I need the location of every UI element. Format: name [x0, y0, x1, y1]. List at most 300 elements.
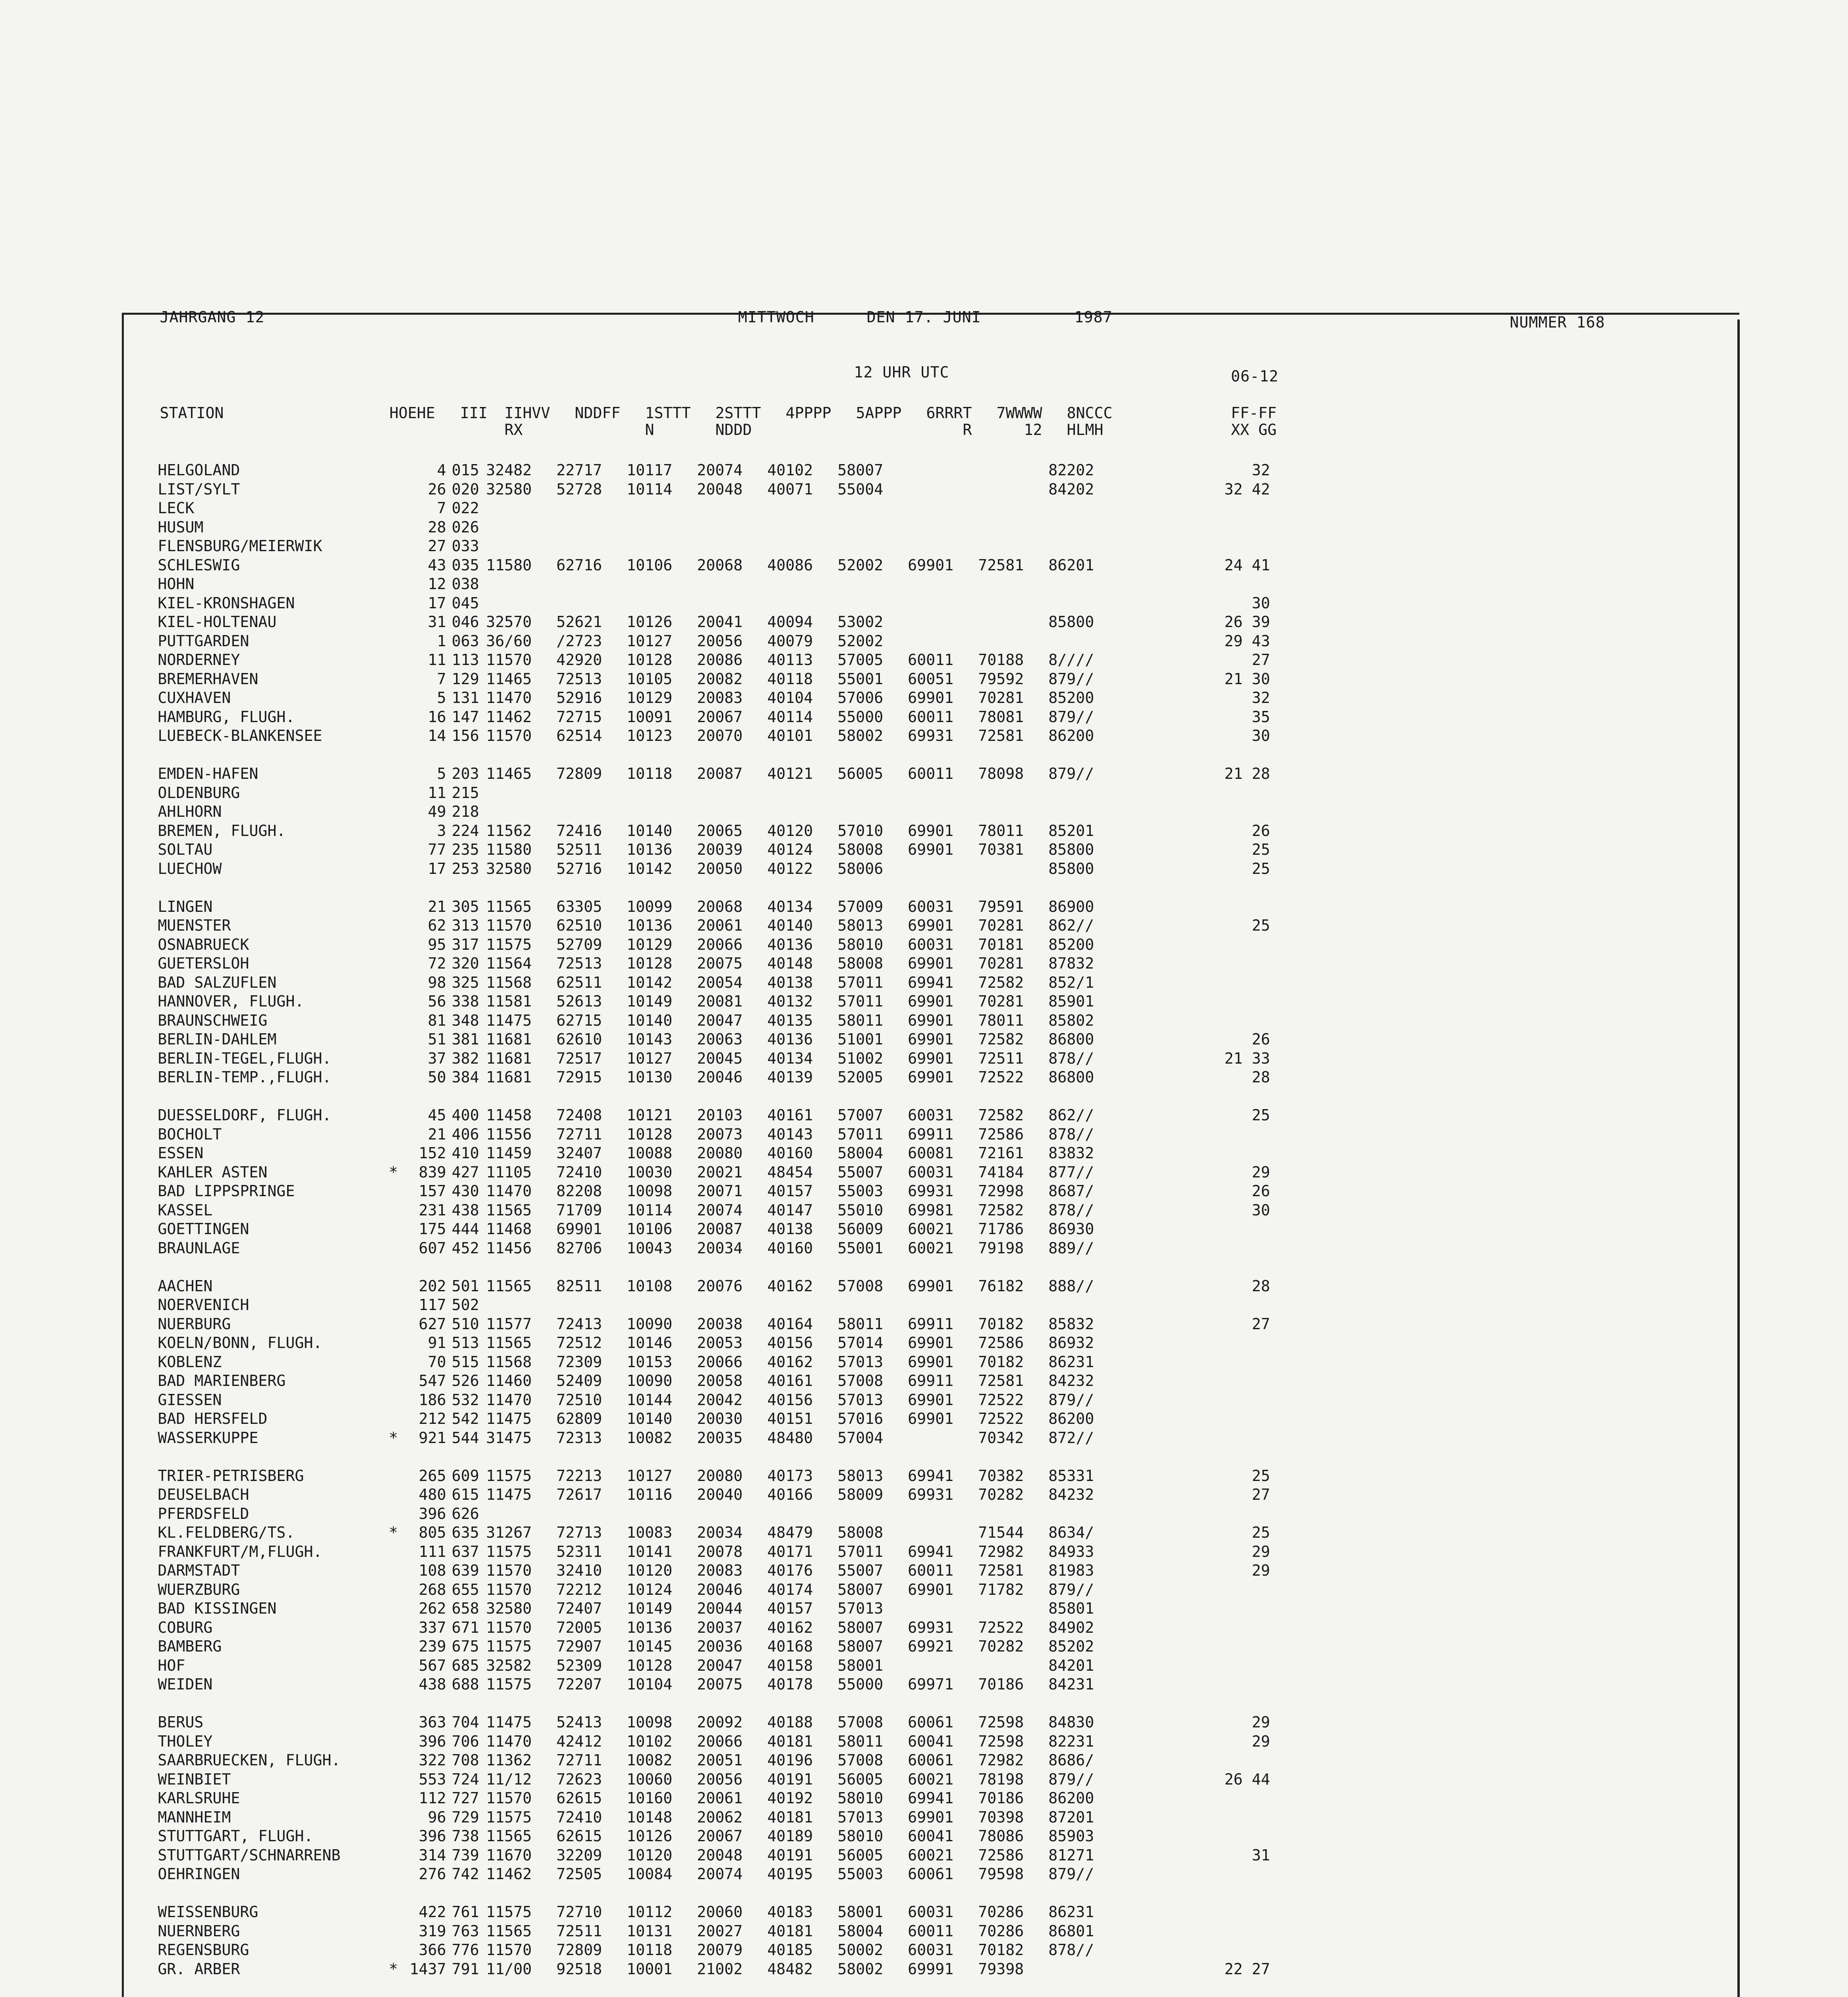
- group-7wwww: [978, 518, 1048, 537]
- group-5appp: 58010: [838, 1789, 883, 1807]
- group-5appp: 58004: [838, 1144, 883, 1162]
- group-8nccc: 878//: [1048, 1125, 1094, 1143]
- group-6rrrt: [908, 1429, 978, 1448]
- wind-gust: [1214, 1505, 1270, 1524]
- group-8nccc: 879//: [1048, 765, 1094, 782]
- group-2sttt: 20063: [697, 1030, 743, 1048]
- group-nddff: 62716: [556, 556, 602, 574]
- group-5appp: 50002: [838, 1941, 883, 1959]
- group-1sttt: [627, 518, 697, 537]
- group-1sttt: 10148: [627, 1808, 673, 1826]
- group-7wwww: 72598: [978, 1713, 1024, 1731]
- elevation: 921: [419, 1429, 446, 1447]
- group-4pppp: [767, 784, 838, 803]
- wind-gust: 32: [1252, 689, 1270, 707]
- group-4pppp: [767, 537, 838, 556]
- group-2sttt: 20051: [697, 1751, 743, 1769]
- table-row: [158, 916, 1270, 935]
- group-nddff: 72715: [556, 708, 602, 726]
- group-6rrrt: 69901: [908, 1391, 954, 1409]
- station-id: 381: [452, 1030, 479, 1048]
- group-2sttt: 20067: [697, 708, 743, 726]
- group-2sttt: 20038: [697, 1315, 743, 1333]
- mountain-marker: [385, 916, 401, 935]
- wind-gust: [1214, 992, 1270, 1011]
- group-7wwww: 72582: [978, 1030, 1024, 1048]
- group-6rrrt: 60021: [908, 1846, 954, 1864]
- group-1sttt: 10130: [627, 1068, 673, 1086]
- spacer: [1116, 1068, 1214, 1087]
- group-4pppp: 40183: [767, 1903, 813, 1921]
- group-5appp: 57013: [838, 1391, 883, 1409]
- group-6rrrt: 69901: [908, 556, 954, 574]
- station-name: FRANKFURT/M,FLUGH.: [158, 1542, 322, 1560]
- group-2sttt: 20070: [697, 727, 743, 744]
- mountain-marker: [385, 897, 401, 917]
- station-name: COBURG: [158, 1618, 213, 1636]
- group-2sttt: 20068: [697, 897, 743, 915]
- group-4pppp: 40196: [767, 1751, 813, 1769]
- group-2sttt: 20040: [697, 1486, 743, 1503]
- group-2sttt: 20066: [697, 935, 743, 953]
- group-5appp: 58008: [838, 955, 883, 972]
- group-5appp: [838, 1505, 908, 1524]
- station-name: HELGOLAND: [158, 461, 240, 479]
- group-8nccc: 86200: [1048, 1410, 1094, 1427]
- group-1sttt: 10114: [627, 480, 673, 498]
- group-nddff: 72005: [556, 1618, 602, 1636]
- group-8nccc: 85202: [1048, 1638, 1094, 1655]
- group-nddff: 72309: [556, 1353, 602, 1371]
- spacer: [1116, 1941, 1214, 1960]
- elevation: 438: [419, 1675, 446, 1693]
- group-4pppp: 40118: [767, 670, 813, 688]
- group-1sttt: 10140: [627, 822, 673, 840]
- elevation: 43: [428, 556, 446, 574]
- spacer: [1116, 1751, 1214, 1770]
- station-id: 430: [452, 1182, 479, 1200]
- group-4pppp: 40135: [767, 1011, 813, 1029]
- group-7wwww: 78081: [978, 708, 1024, 726]
- group-1sttt: 10090: [627, 1315, 673, 1333]
- separator-cell: [158, 1884, 1270, 1903]
- group-8nccc: [1048, 575, 1116, 594]
- spacer: [1116, 461, 1214, 480]
- elevation: 16: [428, 708, 446, 726]
- group-nddff: [556, 1505, 627, 1524]
- station-id: 406: [452, 1125, 479, 1143]
- elevation: 363: [419, 1713, 446, 1731]
- group-6rrrt: 60011: [908, 1922, 954, 1940]
- group-2sttt: 20027: [697, 1922, 743, 1940]
- group-5appp: 57013: [838, 1600, 883, 1617]
- spacer: [1116, 897, 1214, 917]
- station-id: 317: [452, 935, 479, 953]
- spacer: [1116, 651, 1214, 670]
- group-7wwww: [978, 537, 1048, 556]
- station-id: 203: [452, 765, 479, 782]
- group-6rrrt: 60031: [908, 1106, 954, 1124]
- group-4pppp: 48480: [767, 1429, 813, 1447]
- elevation: 49: [428, 803, 446, 820]
- wind-gust: 28: [1252, 1277, 1270, 1295]
- group-7wwww: 70182: [978, 1941, 1024, 1959]
- group-4pppp: 40162: [767, 1353, 813, 1371]
- mountain-marker: [385, 1372, 401, 1391]
- group-2sttt: 20058: [697, 1372, 743, 1390]
- group-2sttt: 20086: [697, 651, 743, 669]
- group-nddff: 52309: [556, 1656, 602, 1674]
- group-8nccc: [1048, 784, 1116, 803]
- group-4pppp: 40188: [767, 1713, 813, 1731]
- mountain-marker: [385, 1865, 401, 1884]
- group-2sttt: 20044: [697, 1600, 743, 1617]
- table-row: [158, 1372, 1270, 1391]
- group-6rrrt: 60041: [908, 1732, 954, 1750]
- group-2sttt: 20061: [697, 1789, 743, 1807]
- group-6rrrt: [908, 860, 978, 879]
- table-row: [158, 670, 1270, 689]
- spacer: [1116, 1163, 1214, 1182]
- group-1sttt: 10145: [627, 1638, 673, 1655]
- spacer: [1116, 1903, 1214, 1922]
- elevation: 319: [419, 1922, 446, 1940]
- group-5appp: 52002: [838, 556, 883, 574]
- station-id: 763: [452, 1922, 479, 1940]
- group-5appp: 57007: [838, 1106, 883, 1124]
- group-separator: [158, 1979, 1270, 1997]
- group-iihvv: [486, 784, 556, 803]
- group-5appp: 55001: [838, 670, 883, 688]
- group-5appp: [838, 518, 908, 537]
- group-5appp: 58001: [838, 1656, 883, 1674]
- wind-gust: [1214, 499, 1270, 518]
- station-id: 510: [452, 1315, 479, 1333]
- elevation: 265: [419, 1467, 446, 1485]
- elevation: 72: [428, 955, 446, 972]
- group-iihvv: 11/12: [486, 1770, 532, 1788]
- group-2sttt: 20060: [697, 1903, 743, 1921]
- table-row: [158, 1523, 1270, 1542]
- wind-gust: 30: [1252, 594, 1270, 612]
- group-iihvv: 11570: [486, 1562, 532, 1579]
- group-iihvv: 11570: [486, 917, 532, 934]
- group-2sttt: 20046: [697, 1068, 743, 1086]
- group-8nccc: 85802: [1048, 1011, 1094, 1029]
- mountain-marker: [385, 992, 401, 1011]
- elevation: 567: [419, 1656, 446, 1674]
- wind-gust: [1214, 784, 1270, 803]
- mountain-marker: [385, 613, 401, 632]
- group-8nccc: [1048, 1296, 1116, 1315]
- table-row: [158, 1049, 1270, 1068]
- group-6rrrt: 69901: [908, 1277, 954, 1295]
- group-nddff: 72915: [556, 1068, 602, 1086]
- group-4pppp: 40158: [767, 1656, 813, 1674]
- wind-gust: [1214, 1599, 1270, 1618]
- mountain-marker: [385, 537, 401, 556]
- station-name: LUECHOW: [158, 860, 222, 877]
- group-7wwww: 72582: [978, 1201, 1024, 1219]
- group-nddff: 72711: [556, 1125, 602, 1143]
- group-4pppp: 40147: [767, 1201, 813, 1219]
- table-row: [158, 651, 1270, 670]
- station-name: GOETTINGEN: [158, 1220, 249, 1238]
- synop-table: [158, 461, 1270, 1997]
- wind-gust: 29: [1252, 1562, 1270, 1579]
- elevation: 239: [419, 1638, 446, 1655]
- group-iihvv: 11570: [486, 1580, 532, 1598]
- elevation: 56: [428, 993, 446, 1010]
- group-5appp: 57005: [838, 651, 883, 669]
- mountain-marker: [385, 1505, 401, 1524]
- group-6rrrt: 69901: [908, 822, 954, 840]
- station-id: 410: [452, 1144, 479, 1162]
- group-nddff: 72407: [556, 1600, 602, 1617]
- group-1sttt: 10099: [627, 897, 673, 915]
- elevation: 322: [419, 1751, 446, 1769]
- mountain-marker: [385, 1049, 401, 1068]
- group-6rrrt: 69931: [908, 1182, 954, 1200]
- station-name: BAD SALZUFLEN: [158, 973, 277, 991]
- station-id: 046: [452, 613, 479, 631]
- group-8nccc: 8634/: [1048, 1524, 1094, 1541]
- spacer: [1116, 764, 1214, 784]
- wind-gust: [1214, 897, 1270, 917]
- group-8nccc: 85800: [1048, 613, 1094, 631]
- station-id: 658: [452, 1600, 479, 1617]
- elevation: 17: [428, 860, 446, 877]
- station-name: KIEL-KRONSHAGEN: [158, 594, 295, 612]
- group-1sttt: 10043: [627, 1239, 673, 1257]
- station-name: BRAUNSCHWEIG: [158, 1011, 268, 1029]
- group-iihvv: 11568: [486, 1353, 532, 1371]
- station-id: 038: [452, 575, 479, 593]
- station-name: CUXHAVEN: [158, 689, 231, 707]
- group-iihvv: 11460: [486, 1372, 532, 1390]
- group-1sttt: 10136: [627, 1618, 673, 1636]
- mountain-marker: [385, 518, 401, 537]
- group-iihvv: 32482: [486, 461, 532, 479]
- group-5appp: 57006: [838, 689, 883, 707]
- wind-gust: [1214, 1220, 1270, 1239]
- group-1sttt: 10112: [627, 1903, 673, 1921]
- wind-gust: [1214, 1429, 1270, 1448]
- station-name: OLDENBURG: [158, 784, 240, 802]
- station-id: 305: [452, 897, 479, 915]
- group-nddff: 32209: [556, 1846, 602, 1864]
- spacer: [1116, 1865, 1214, 1884]
- spacer: [1116, 556, 1214, 575]
- station-name: NUERNBERG: [158, 1922, 240, 1940]
- group-7wwww: 70382: [978, 1467, 1024, 1485]
- group-5appp: 55003: [838, 1182, 883, 1200]
- group-5appp: 58010: [838, 1827, 883, 1845]
- spacer: [1116, 1334, 1214, 1353]
- group-2sttt: 20021: [697, 1163, 743, 1181]
- wind-gust: 28: [1252, 1068, 1270, 1086]
- station-id: 729: [452, 1808, 479, 1826]
- spacer: [1116, 1789, 1214, 1808]
- group-8nccc: 86200: [1048, 727, 1094, 744]
- group-iihvv: 11564: [486, 955, 532, 972]
- station-name: BAD KISSINGEN: [158, 1600, 277, 1617]
- table-row: [158, 860, 1270, 879]
- group-1sttt: 10123: [627, 727, 673, 744]
- group-4pppp: 48482: [767, 1960, 813, 1978]
- table-row: [158, 1922, 1270, 1941]
- group-iihvv: 11570: [486, 1789, 532, 1807]
- group-nddff: 72410: [556, 1163, 602, 1181]
- elevation: 314: [419, 1846, 446, 1864]
- group-2sttt: [697, 802, 767, 822]
- group-5appp: 58008: [838, 1524, 883, 1541]
- elevation: 62: [428, 917, 446, 934]
- station-name: DARMSTADT: [158, 1562, 240, 1579]
- group-nddff: 72313: [556, 1429, 602, 1447]
- wind-gust: 32 42: [1224, 480, 1270, 498]
- group-7wwww: 70181: [978, 935, 1024, 953]
- station-name: MUENSTER: [158, 917, 231, 934]
- elevation: 1437: [409, 1960, 446, 1978]
- station-id: 045: [452, 594, 479, 612]
- group-4pppp: 40138: [767, 973, 813, 991]
- group-7wwww: 70282: [978, 1638, 1024, 1655]
- group-5appp: 57013: [838, 1353, 883, 1371]
- table-row: [158, 1239, 1270, 1258]
- station-name: REGENSBURG: [158, 1941, 249, 1959]
- table-row: [158, 822, 1270, 841]
- group-8nccc: 852/1: [1048, 973, 1094, 991]
- group-nddff: 72410: [556, 1808, 602, 1826]
- station-id: 791: [452, 1960, 479, 1978]
- group-8nccc: 86800: [1048, 1068, 1094, 1086]
- wind-gust: [1214, 1941, 1270, 1960]
- station-name: BERLIN-DAHLEM: [158, 1030, 277, 1048]
- station-id: 706: [452, 1732, 479, 1750]
- wind-gust: [1214, 1580, 1270, 1600]
- group-2sttt: 20056: [697, 632, 743, 650]
- group-nddff: [556, 537, 627, 556]
- group-6rrrt: 69901: [908, 1049, 954, 1067]
- table-row: [158, 897, 1270, 917]
- col-8nccc-header: 8NCCC HLMH: [1067, 404, 1113, 439]
- group-1sttt: 10118: [627, 765, 673, 782]
- wind-gust: [1214, 935, 1270, 955]
- group-nddff: 42412: [556, 1732, 602, 1750]
- group-nddff: 72207: [556, 1675, 602, 1693]
- station-id: 026: [452, 518, 479, 536]
- station-id: 235: [452, 841, 479, 858]
- spacer: [1116, 1030, 1214, 1049]
- group-7wwww: 72161: [978, 1144, 1024, 1162]
- group-5appp: 57008: [838, 1372, 883, 1390]
- group-nddff: 42920: [556, 651, 602, 669]
- group-2sttt: [697, 594, 767, 613]
- station-id: 671: [452, 1618, 479, 1636]
- spacer: [1116, 1505, 1214, 1524]
- group-8nccc: [1048, 632, 1116, 651]
- station-name: LINGEN: [158, 897, 213, 915]
- year-label: 1987: [1074, 308, 1113, 326]
- group-7wwww: 70182: [978, 1353, 1024, 1371]
- spacer: [1116, 1144, 1214, 1163]
- group-4pppp: 40134: [767, 897, 813, 915]
- elevation: 26: [428, 480, 446, 498]
- wind-gust: [1214, 1409, 1270, 1429]
- station-id: 615: [452, 1486, 479, 1503]
- mountain-marker: [385, 1656, 401, 1675]
- station-name: WASSERKUPPE: [158, 1429, 258, 1447]
- group-nddff: 69901: [556, 1220, 602, 1238]
- group-5appp: [838, 1296, 908, 1315]
- elevation: 108: [419, 1562, 446, 1579]
- table-row: [158, 1903, 1270, 1922]
- table-row: [158, 973, 1270, 993]
- group-5appp: 55000: [838, 1675, 883, 1693]
- mountain-marker: [385, 1106, 401, 1125]
- mountain-marker: [385, 1353, 401, 1372]
- period-label: 06-12: [1231, 367, 1279, 385]
- spacer: [1116, 1485, 1214, 1505]
- station-id: 129: [452, 670, 479, 688]
- group-1sttt: 10060: [627, 1770, 673, 1788]
- elevation: 45: [428, 1106, 446, 1124]
- group-1sttt: 10030: [627, 1163, 673, 1181]
- station-id: 218: [452, 803, 479, 820]
- station-name: LIST/SYLT: [158, 480, 240, 498]
- wind-gust: 26: [1252, 822, 1270, 840]
- spacer: [1116, 1277, 1214, 1296]
- group-7wwww: 72581: [978, 727, 1024, 744]
- station-name: MANNHEIM: [158, 1808, 231, 1826]
- table-row: [158, 1808, 1270, 1827]
- group-nddff: 72809: [556, 765, 602, 782]
- group-8nccc: 888//: [1048, 1277, 1094, 1295]
- group-6rrrt: 60061: [908, 1865, 954, 1883]
- table-row: [158, 1353, 1270, 1372]
- group-nddff: 52409: [556, 1372, 602, 1390]
- table-row: [158, 1618, 1270, 1638]
- group-1sttt: [627, 1505, 697, 1524]
- wind-gust: 26: [1252, 1030, 1270, 1048]
- group-iihvv: 11565: [486, 1201, 532, 1219]
- spacer: [1116, 784, 1214, 803]
- table-row: [158, 1068, 1270, 1087]
- elevation: 91: [428, 1334, 446, 1352]
- station-id: 147: [452, 708, 479, 726]
- group-1sttt: 10121: [627, 1106, 673, 1124]
- mountain-marker: *: [389, 1429, 398, 1447]
- group-iihvv: 11470: [486, 1732, 532, 1750]
- elevation: 366: [419, 1941, 446, 1959]
- group-7wwww: 79198: [978, 1239, 1024, 1257]
- group-2sttt: 20046: [697, 1580, 743, 1598]
- station-id: 626: [452, 1505, 479, 1523]
- station-name: GR. ARBER: [158, 1960, 240, 1978]
- group-5appp: 57009: [838, 897, 883, 915]
- table-row: [158, 1011, 1270, 1030]
- group-5appp: 58007: [838, 1618, 883, 1636]
- group-nddff: /2723: [556, 632, 602, 650]
- wind-gust: [1214, 1751, 1270, 1770]
- group-8nccc: [1048, 1505, 1116, 1524]
- mountain-marker: [385, 1580, 401, 1600]
- spacer: [1116, 537, 1214, 556]
- group-nddff: 32410: [556, 1562, 602, 1579]
- group-8nccc: 879//: [1048, 1770, 1094, 1788]
- mountain-marker: [385, 822, 401, 841]
